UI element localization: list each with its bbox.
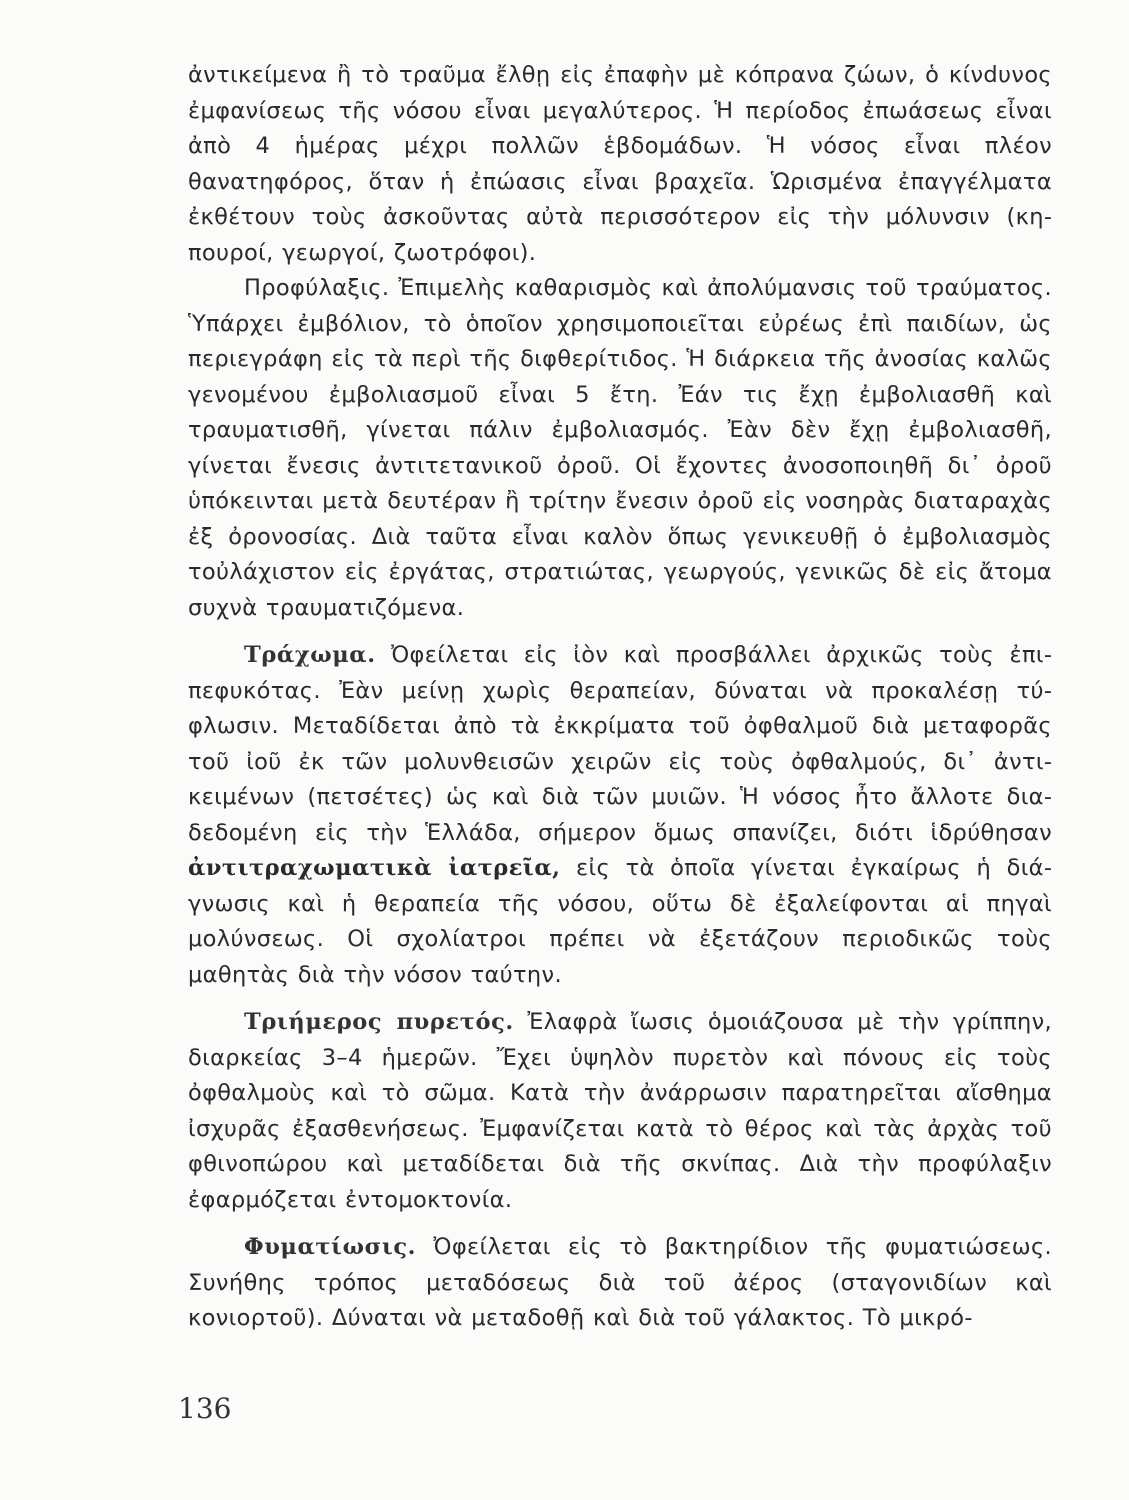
paragraph-trachoma xyxy=(188,638,1052,993)
trachoma-heading: Τράχωμα. xyxy=(244,642,376,668)
trachoma-clinics-term: ἀντιτραχωματικὰ ἰατρεῖα, xyxy=(188,855,561,881)
trachoma-text-part2: εἰς τὰ ὁποῖα γίνεται ἐγκαίρως ἡ διάγνωσις καὶ ἡ θεραπεία τῆς νόσου, οὕτω δὲ ἐξαλείφονται αἱ πηγαὶ μολύνσεως. Οἱ σχολίατροι πρέπει νὰ ἐξετάζουν περιοδικῶς τοὺς μαθητὰς διὰ τὴν νόσον ταύτην. xyxy=(188,855,1052,988)
page-number: 136 xyxy=(178,1392,232,1425)
tuberculosis-text: Ὀφείλεται εἰς τὸ βακτηρίδιον τῆς φυματιώσεως. Συνήθης τρόπος μεταδόσεως διὰ τοῦ ἀέρος (σταγονιδίων καὶ κονιορτοῦ). Δύναται νὰ μεταδοθῇ καὶ διὰ τοῦ γάλακτος. Τὸ μικρό- xyxy=(188,1234,1052,1331)
three-day-fever-text: Ἐλαφρὰ ἴωσις ὁμοιάζουσα μὲ τὴν γρίππην, διαρκείας 3–4 ἡμερῶν. Ἔχει ὑψηλὸν πυρετὸν καὶ πόνους εἰς τοὺς ὀφθαλμοὺς καὶ τὸ σῶμα. Κατὰ τὴν ἀνάρρωσιν παρατηρεῖται αἴσθημα ἰσχυρᾶς ἐξασθενήσεως. Ἐμφανίζεται κατὰ τὸ θέρος καὶ τὰς ἀρχὰς τοῦ φθινοπώρου καὶ μεταδίδεται διὰ τῆς σκνίπας. Διὰ τὴν προφύλαξιν ἐφαρμόζεται ἐντομοκτονία. xyxy=(188,1009,1052,1213)
paragraph-tetanus-continuation: ἀντικείμενα ἢ τὸ τραῦμα ἔλθῃ εἰς ἐπαφὴν μὲ κόπρανα ζώων, ὁ κίνdυνος ἐμφανίσεως τῆς νόσου εἶναι μεγαλύτερος. Ἡ περίοδος ἐπωάσεως εἶναι ἀπὸ 4 ἡμέρας μέχρι πολλῶν ἑβδομάδων. Ἡ νόσος εἶναι πλέον θανατηφόρος, ὅταν ἡ ἐπώασις εἶναι βραχεῖα. Ὡρισμένα ἐπαγγέλματα ἐκθέτουν τοὺς ἀσκοῦντας αὐτὰ περισσότερον εἰς τὴν μόλυνσιν (κηπουροί, γεωργοί, ζωοτρόφοι). xyxy=(188,62,1052,266)
paragraph-tuberculosis xyxy=(188,1230,1052,1337)
paragraph-three-day-fever xyxy=(188,1005,1052,1218)
three-day-fever-heading: Τριήμερος πυρετός. xyxy=(244,1009,514,1035)
trachoma-text-part1: Ὀφείλεται εἰς ἰὸν καὶ προσβάλλει ἀρχικῶς τοὺς ἐπιπεφυκότας. Ἐὰν μείνῃ χωρὶς θεραπείαν, δύναται νὰ προκαλέσῃ τύφλωσιν. Μεταδίδεται ἀπὸ τὰ ἐκκρίματα τοῦ ὀφθαλμοῦ διὰ μεταφορᾶς τοῦ ἰοῦ ἐκ τῶν μολυνθεισῶν χειρῶν εἰς τοὺς ὀφθαλμούς, δι᾿ ἀντικειμένων (πετσέτες) ὡς καὶ διὰ τῶν μυιῶν. Ἡ νόσος ἦτο ἄλλοτε διαδεδομένη εἰς τὴν Ἑλλάδα, σήμερον ὅμως σπανίζει, διότι ἱδρύθησαν xyxy=(188,642,1052,846)
page-body xyxy=(188,58,1052,1337)
paragraph-prophylaxis: Προφύλαξις. Ἐπιμελὴς καθαρισμὸς καὶ ἀπολύμανσις τοῦ τραύματος. Ὑπάρχει ἐμβόλιον, τὸ ὁποῖον χρησιμοποιεῖται εὐρέως ἐπὶ παιδίων, ὡς περιεγράφη εἰς τὰ περὶ τῆς διφθερίτιδος. Ἡ διάρκεια τῆς ἀνοσίας καλῶς γενομένου ἐμβολιασμοῦ εἶναι 5 ἔτη. Ἐάν τις ἔχῃ ἐμβολιασθῆ καὶ τραυματισθῆ, γίνεται πάλιν ἐμβολιασμός. Ἐὰν δὲν ἔχῃ ἐμβολιασθῆ, γίνεται ἔνεσις ἀντιτετανικοῦ ὀροῦ. Οἱ ἔχοντες ἀνοσοποιηθῆ δι᾿ ὀροῦ ὑπόκεινται μετὰ δευτέραν ἢ τρίτην ἔνεσιν ὀροῦ εἰς νοσηρὰς διαταραχὰς ἐξ ὀρονοσίας. Διὰ ταῦτα εἶναι καλὸν ὅπως γενικευθῇ ὁ ἐμβολιασμὸς τοὐλάχιστον εἰς ἐργάτας, στρατιώτας, γεωργούς, γενικῶς δὲ εἰς ἄτομα συχνὰ τραυματιζόμενα. xyxy=(188,275,1052,621)
tuberculosis-heading: Φυματίωσις. xyxy=(244,1234,417,1260)
